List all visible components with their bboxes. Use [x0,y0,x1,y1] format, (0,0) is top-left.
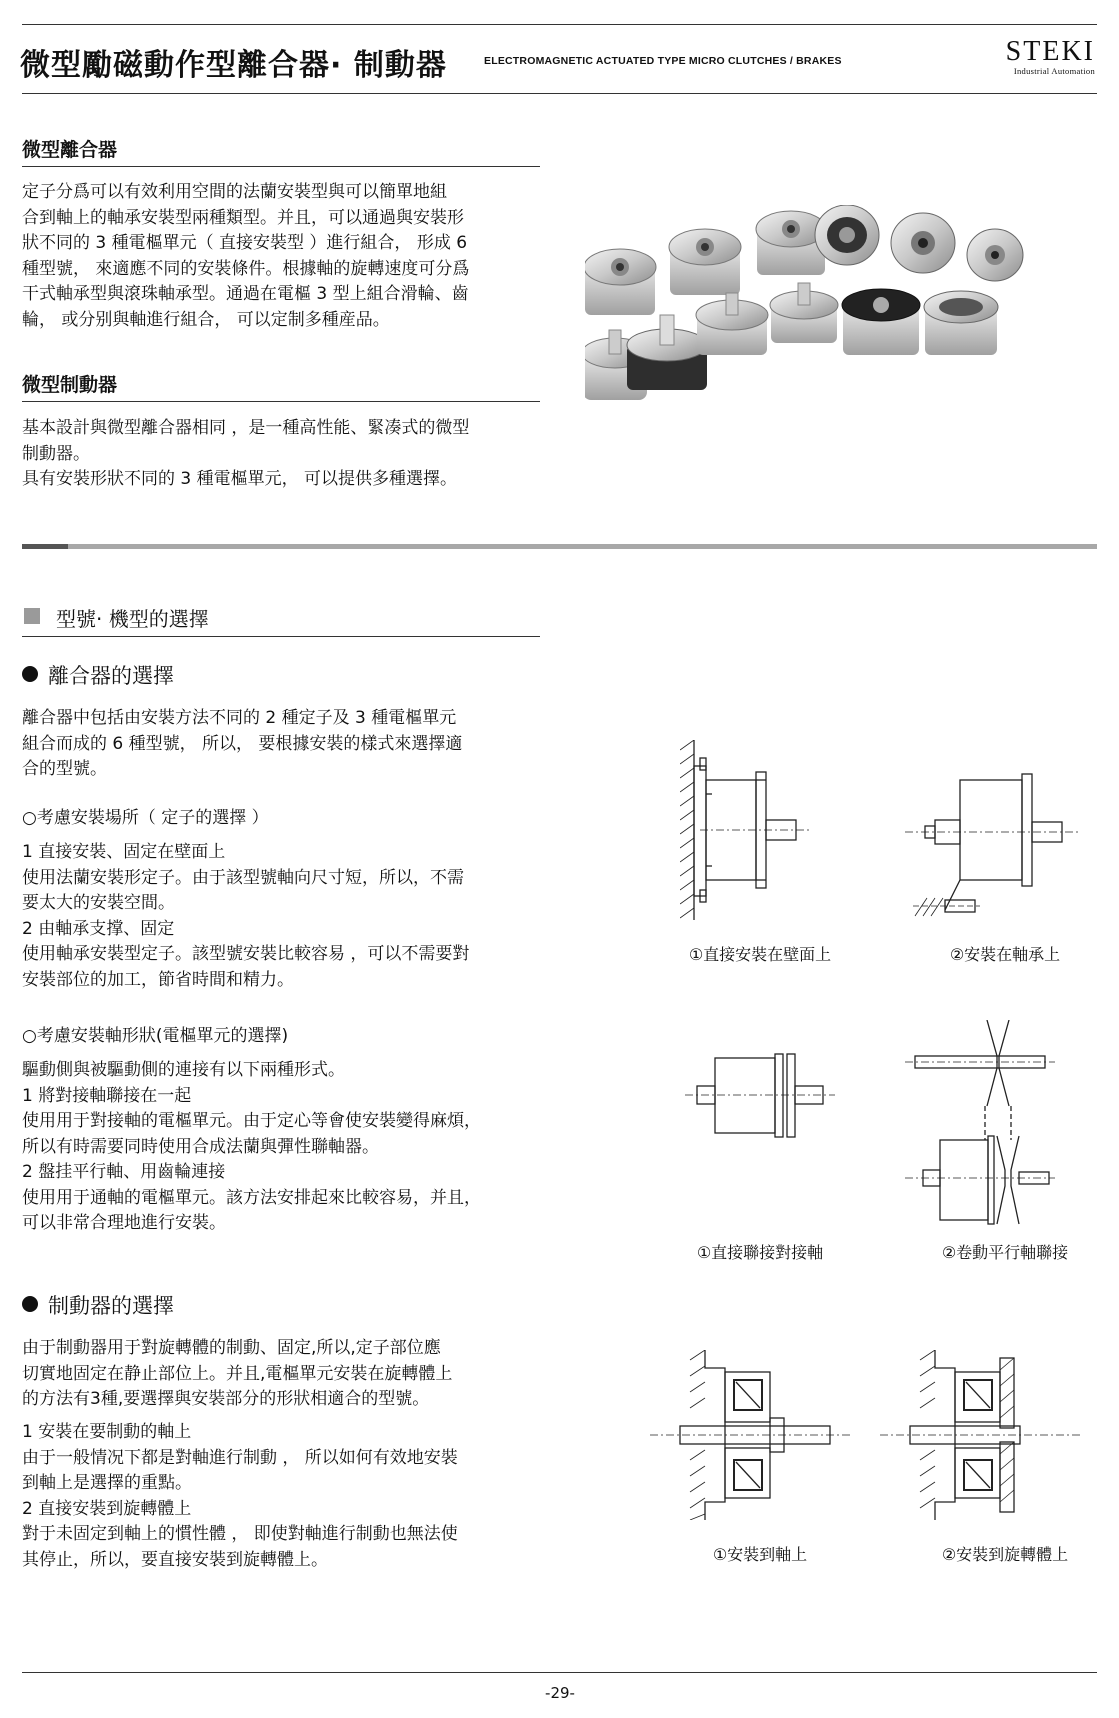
page-number: -29- [545,1684,575,1702]
section-square-marker [24,608,40,624]
bullet-dot-icon [22,1296,38,1312]
bullet-dot-icon [22,666,38,682]
brake-fig1-caption: ①安裝到軸上 [712,1545,808,1564]
product-unit [924,291,998,355]
header-bottom-rule [22,93,1097,94]
section-divider [22,544,1097,549]
brake-fig2-caption: ②安裝到旋轉體上 [941,1545,1069,1564]
clutch-intro-heading: 微型離合器 [22,139,118,161]
brake-intro-heading: 微型制動器 [22,374,118,396]
brake-intro-rule [22,401,540,402]
stator-fig1-caption: ①直接安裝在壁面上 [688,945,832,964]
armature-direct-coupling-diagram [685,1048,835,1143]
brand-logo [990,38,1095,76]
brake-selection-heading: 制動器的選擇 [48,1294,174,1318]
armature-selection-text: 驅動側與被驅動側的連接有以下兩種形式。 1 將對接軸聯接在一起 使用用于對接軸的電樞單元。由于定心等會使安裝變得麻煩， 所以有時需要同時使用合成法蘭與彈性聯軸器。 2 盤挂平行軸、用齒輪連接 使用用于通軸的電樞單元。該方法安排起來比較容易，并且， 可以非常合理地進行安裝。 [22,1060,481,1233]
page-subtitle-en: ELECTROMAGNETIC ACTUATED TYPE MICRO CLUTCHES / BRAKES [484,55,842,67]
brake-shaft-mount-diagram [650,1350,850,1520]
clutch-intro-rule [22,166,540,167]
brake-rotor-mount-diagram [880,1350,1080,1520]
armature-selection-title: ○考慮安裝軸形狀(電樞單元的選擇) [22,1026,289,1046]
stator-wall-mount-diagram [680,740,855,920]
armature-fig2-caption: ②卷動平行軸聯接 [941,1243,1069,1262]
product-unit [627,315,707,390]
selection-heading-rule [22,636,540,637]
product-unit [585,249,656,315]
clutch-selection-intro: 離合器中包括由安裝方法不同的 2 種定子及 3 種電樞單元 組合而成的 6 種型號， 所以， 要根據安裝的樣式來選擇適 合的型號。 [22,708,463,779]
product-unit [770,283,838,343]
page-title: 微型勵磁動作型離合器· 制動器 [20,48,447,83]
section-divider-accent [22,544,68,549]
stator-bearing-mount-diagram [905,770,1080,920]
product-unit [815,205,879,265]
brand-logo-tagline: Industrial Automation [1013,66,1095,76]
armature-fig1-caption: ①直接聯接對接軸 [696,1243,824,1262]
footer-rule [22,1672,1097,1673]
selection-heading: 型號· 機型的選擇 [56,607,209,631]
clutch-intro-text: 定子分爲可以有效利用空間的法蘭安裝型與可以簡單地組 合到軸上的軸承安裝型兩種類型。并且，可以通過與安裝形 狀不同的 3 種電樞單元（ 直接安裝型 ）進行組合， 形成 6 種型號， 來適應不同的安裝條件。根據軸的旋轉速度可分爲 干式軸承型與滾珠軸承型。通過在電樞 3 型上組合滑輪、齒 輪， 或分别與軸進行組合， 可以定制多種産品。 [22,182,470,330]
product-unit [842,289,920,355]
brake-intro-text: 基本設計與微型離合器相同 ，是一種高性能、緊凑式的微型 制動器。 具有安裝形狀不同的 3 種電樞單元， 可以提供多種選擇。 [22,418,470,489]
header-top-rule [22,24,1097,25]
product-unit [696,293,768,355]
product-unit [891,213,955,273]
product-photo [585,205,1095,445]
brake-selection-intro: 由于制動器用于對旋轉體的制動、固定,所以,定子部位應 切實地固定在静止部位上。并且,電樞單元安裝在旋轉體上 的方法有3種,要選擇與安裝部分的形狀相適合的型號。 [22,1338,453,1409]
stator-selection-text: 1 直接安裝、固定在壁面上 使用法蘭安裝形定子。由于該型號軸向尺寸短，所以，不需 要太大的安裝空間。 2 由軸承支撑、固定 使用軸承安裝型定子。該型號安裝比較容易 ，可以不需要對 安裝部位的加工，節省時間和精力。 [22,842,470,990]
product-unit [669,229,741,295]
product-unit [756,211,826,275]
brake-selection-text: 1 安裝在要制動的軸上 由于一般情况下都是對軸進行制動 ， 所以如何有效地安裝 到軸上是選擇的重點。 2 直接安裝到旋轉體上 對于未固定到軸上的慣性體 ， 即使對軸進行制動也無法使 其停止，所以，要直接安裝到旋轉體上。 [22,1422,458,1570]
brand-logo-name: STEKI [1005,36,1095,67]
clutch-selection-heading: 離合器的選擇 [48,664,174,688]
armature-parallel-shaft-diagram [905,1020,1055,1225]
product-unit [967,229,1023,281]
stator-selection-title: ○考慮安裝場所（ 定子的選擇 ） [22,808,269,828]
stator-fig2-caption: ②安裝在軸承上 [949,945,1061,964]
